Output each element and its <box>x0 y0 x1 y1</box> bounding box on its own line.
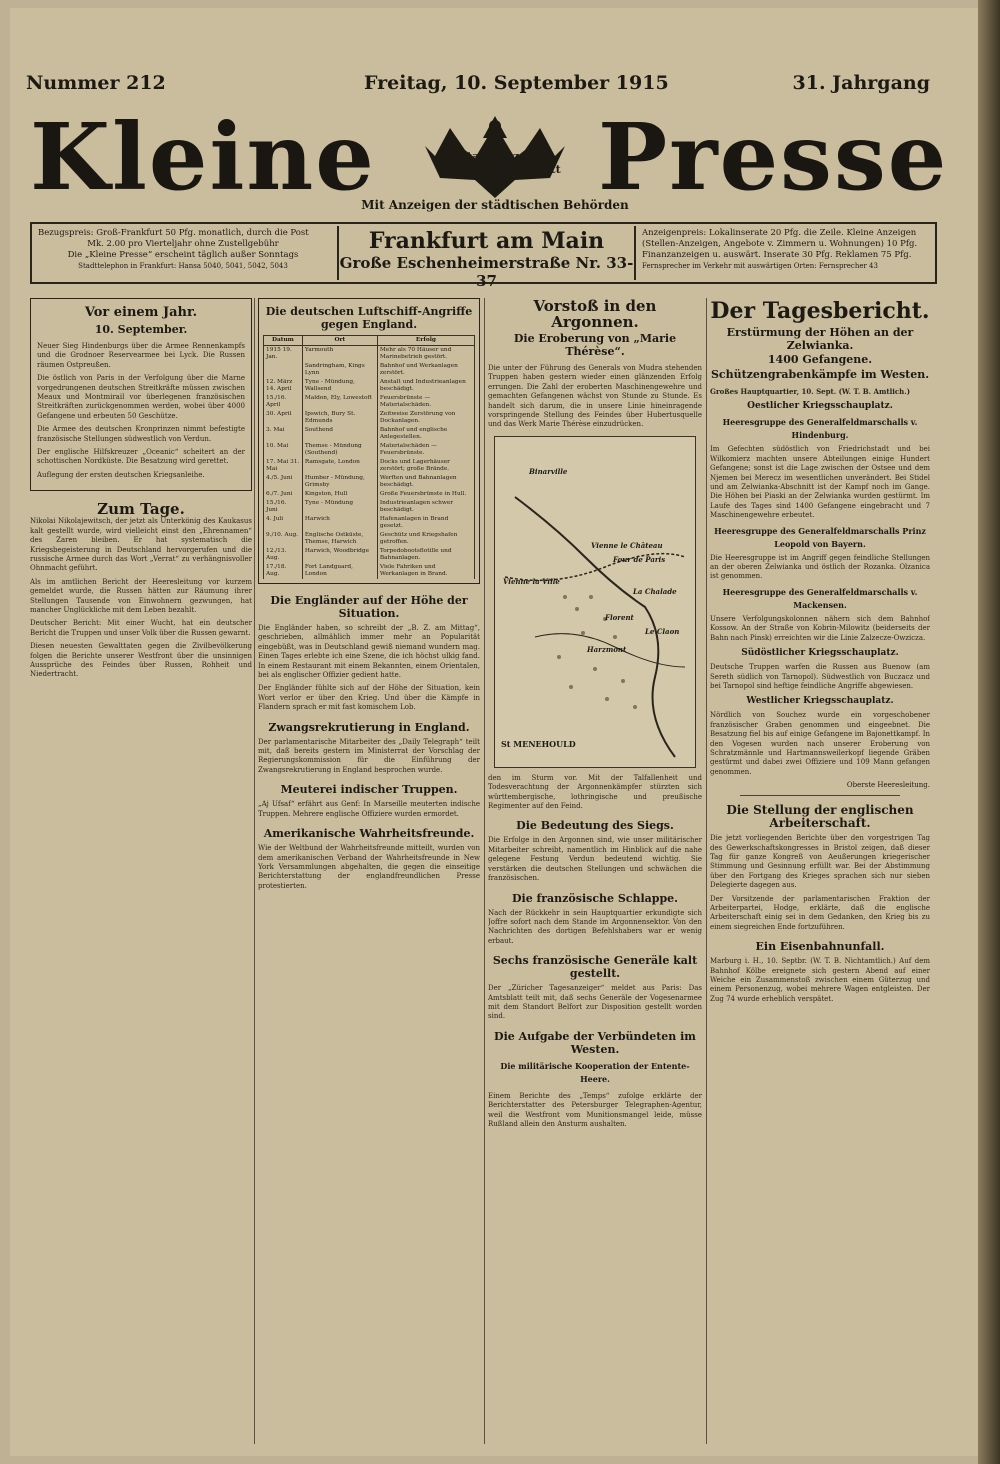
table-header: Ort <box>302 336 377 346</box>
article-paragraph: Der „Züricher Tagesanzeiger“ meldet aus Paris: Das Amtsblatt teilt mit, daß sechs Generäle der Vogesenarmee mit dem Standort Belfort zur Disposition gestellt worden sind. <box>488 984 702 1021</box>
subtitle-line-2: und Fremdenblatt <box>449 163 561 176</box>
table-cell: 9./10. Aug. <box>264 531 303 547</box>
article-paragraph: „Aj Ufsaf“ erfährt aus Genf: In Marseille meuterten indische Truppen. Mehrere englische Offiziere wurden ermordet. <box>258 800 480 818</box>
article-paragraph: Einem Berichte des „Temps“ zufolge erklärte der Berichterstatter des Petersburger Telegraphen-Agentur, weil die Westfront vom Munitionsmangel leide, müsse Rußland allein den Ansturm aushalten. <box>488 1091 702 1128</box>
year-ago-text: Auflegung der ersten deutschen Kriegsanleihe. <box>37 470 205 479</box>
report-paragraph: Nördlich von Souchez wurde ein vorgeschobener französischer Graben genommen und eingeebnet. Die Besatzung fiel bis auf einige Gefangene im Bajonettkampf. In den Vogesen wurden nach unserer Eroberung von Schratzmännle und Hartmannsweilerkopf liegende Gräben gestürmt und dabei zwei Offiziere und 109 Mann gefangen genommen. <box>710 711 930 776</box>
table-cell: Harwich, Woodbridge <box>302 547 377 563</box>
article-paragraph: Wie der Weltbund der Wahrheitsfreunde mitteilt, wurden von dem amerikanischen Verband der Wahrheitsfreunde in New York Versammlungen abgehalten, die gegen die einseitige Berichterstattung der englandfreundlichen Presse protestierten. <box>258 844 480 890</box>
table-cell: Feuersbrünste — Materialschäden. <box>377 394 474 410</box>
report-paragraph: Unsere Verfolgungskolonnen nähern sich dem Bahnhof Kossow. An der Straße von Kobrin-Milowitz (beiderseits der Bahn nach Pinsk) erreichten wir die Linie Zalzecze-Owzicza. <box>710 614 930 642</box>
table-cell: 30. April <box>264 410 303 426</box>
table-cell: Geschütz und Kriegshafen getroffen. <box>377 531 474 547</box>
article-heading: Die Engländer auf der Höhe der Situation. <box>270 594 468 620</box>
street-address: Große Eschenheimerstraße Nr. 33-37 <box>339 254 634 290</box>
table-cell: Industrieanlagen schwer beschädigt. <box>377 499 474 515</box>
report-dateline: Großes Hauptquartier, 10. Sept. (W. T. B. Amtlich.) <box>710 387 911 396</box>
table-cell: Ipswich, Bury St. Edmunds <box>302 410 377 426</box>
table-cell: Maldon, Ely, Lowestoft <box>302 394 377 410</box>
table-cell: Torpedobootsflotille und Bahnanlagen. <box>377 547 474 563</box>
article-paragraph: Die jetzt vorliegenden Berichte über den vorgestrigen Tag des Gewerkschaftskongresses in Bristol zeigen, daß dieser Tag für ganze Kongreß von Aeußerungen kriegerischer Stimmung und Gesinnung erfüllt war. Bei der Abstimmung über den Fortgang des Krieges sprachen sich nur sieben Delegierte dagegen aus. <box>710 834 930 890</box>
zum-tage-heading: Zum Tage. <box>97 500 185 519</box>
front-heading: Südöstlicher Kriegsschauplatz. <box>741 648 899 659</box>
table-cell: Werften und Bahnanlagen beschädigt. <box>377 474 474 490</box>
article-heading: Die Stellung der englischen Arbeiterschaft. <box>726 803 914 831</box>
publisher-address <box>337 226 636 290</box>
subscription-line: Bezugspreis: Groß-Frankfurt 50 Pfg. monatlich, durch die Post <box>38 228 309 238</box>
article-subheading: Die militärische Kooperation der Entente-Heere. <box>500 1060 690 1084</box>
table-row <box>264 426 475 442</box>
argonne-map <box>494 436 696 768</box>
year-ago-box <box>30 298 252 491</box>
airship-attacks-title: Die deutschen Luftschiff-Angriffe gegen England. <box>265 305 473 331</box>
article-paragraph: Diesen neuesten Gewalttaten gegen die Zivilbevölkerung folgen die Berichte unserer Westfront über die unsinnigen Aussprüche des Feindes über Russen, Rohheit und Niedertracht. <box>30 642 252 679</box>
table-cell: Sandringham, Kings Lynn <box>302 362 377 378</box>
table-cell: Tyne - Mündung <box>302 499 377 515</box>
table-cell: Hafenanlagen in Brand gesetzt. <box>377 515 474 531</box>
table-row <box>264 394 475 410</box>
table-cell: 15./16. April <box>264 394 303 410</box>
table-row <box>264 378 475 394</box>
argonnen-subheading: Die Eroberung von „Marie Thérèse“. <box>513 332 677 358</box>
article-paragraph: Deutscher Bericht: Mit einer Wucht, hat ein deutscher Bericht die Truppen und unser Volk über die Russen gewarnt. <box>30 619 252 637</box>
issue-number: Nummer 212 <box>26 72 166 94</box>
table-cell: Fort Landguard, London <box>302 563 377 579</box>
army-group-heading: Heeresgruppe des Generalfeldmarschalls v. Hindenburg. <box>722 417 918 441</box>
city-name: Frankfurt am Main <box>368 228 605 254</box>
table-row <box>264 410 475 426</box>
article-heading: Ein Eisenbahnunfall. <box>755 940 885 954</box>
table-cell: Themse - Mündung (Southend) <box>302 442 377 458</box>
airship-attacks-table <box>263 335 475 579</box>
subscription-line: Die „Kleine Presse“ erscheint täglich außer Sonntags <box>67 250 299 260</box>
airship-attacks-box <box>258 298 480 584</box>
table-cell: Englische Ostküste, Themse, Harwich <box>302 531 377 547</box>
argonnen-heading: Vorstoß in den Argonnen. <box>533 298 657 331</box>
article-paragraph: Die Engländer haben, so schreibt der „B. Z. am Mittag“, geschrieben, allmählich immer mehr an Popularität eingebüßt, was in Deutschland gewiß niemand wundern mag. Einen Tages erlebte ich eine Szene, die ich höchst ulkig fand. In einem Restaurant mit einem Bekannten, einem Orientalen, bei als englischer Offizier gedient hatte. <box>258 624 480 680</box>
tagesbericht-subheading: Schützengrabenkämpfe im Westen. <box>710 368 930 381</box>
table-header: Erfolg <box>377 336 474 346</box>
table-cell: Kingston, Hull <box>302 490 377 499</box>
year-ago-text: Der englische Hilfskreuzer „Oceanic“ scheitert an der schottischen Nordküste. Die Besatzung wird gerettet. <box>37 448 245 466</box>
table-cell: 15./16. Juni <box>264 499 303 515</box>
article-paragraph: Als im amtlichen Bericht der Heeresleitung vor kurzem gemeldet wurde, die Russen hätten zur Räumung ihrer Stellungen Tausende von Einwohnern gezwungen, hat mancher Unglückliche mit dem Leben bezahlt. <box>30 577 252 614</box>
column-4 <box>710 298 930 1444</box>
table-cell: 10. Mai <box>264 442 303 458</box>
table-cell <box>264 362 303 378</box>
subtitle-line-1: Stadt-Anzeiger <box>459 150 551 163</box>
army-group-heading: Heeresgruppe des Generalfeldmarschalls Prinz Leopold von Bayern. <box>714 525 926 549</box>
table-cell: 6./7. Juni <box>264 490 303 499</box>
article-paragraph: den im Sturm vor. Mit der Talfallenheit und Todesverachtung der Argonnenkämpfer stürzten sich württembergische, lothringische und preußische Regimenter auf den Feind. <box>488 773 702 811</box>
logo-right: Presse <box>598 103 949 211</box>
masthead-topline <box>26 72 930 98</box>
table-cell: Tyne - Mündung, Wallsend <box>302 378 377 394</box>
table-header: Datum <box>264 336 303 346</box>
article-heading: Amerikanische Wahrheitsfreunde. <box>263 827 475 841</box>
map-label: Binarville <box>529 466 568 476</box>
article-paragraph: Die unter der Führung des Generals von Mudra stehenden Truppen haben gestern wieder einen glänzenden Erfolg errungen. Die Zahl der eroberten Maschinengewehre und gemachten Gefangenen wächst von Stunde zu Stunde. Es handelt sich darum, die in unsere Linie hineinragende vorspringende Stellung des Feindes über Hubertusquelle und das Werk Marie Thérèse einzudrücken. <box>488 364 702 429</box>
table-cell: Ramsgate, London <box>302 458 377 474</box>
map-label: Four de Paris <box>613 554 666 564</box>
year-ago-text: Die Armee des deutschen Kronprinzen nimmt befestigte französische Stellungen südwestlich von Verdun. <box>37 425 245 443</box>
divider <box>740 795 900 796</box>
map-label: St MENEHOULD <box>501 738 576 749</box>
ad-price-line: (Stellen-Anzeigen, Angebote v. Zimmern u. Wohnungen) 10 Pfg. <box>642 239 918 249</box>
army-group-heading: Heeresgruppe des Generalfeldmarschalls v. Mackensen. <box>722 586 918 610</box>
column-rule <box>706 298 707 1444</box>
table-cell: Zeitweise Zerstörung von Dockanlagen. <box>377 410 474 426</box>
masthead-subtitle <box>430 150 580 176</box>
article-heading: Meuterei indischer Truppen. <box>280 783 458 797</box>
article-paragraph: Nach der Rückkehr in sein Hauptquartier erkundigte sich Joffre sofort nach dem Stande im Argonnensektor. Von den Nachrichten des dortigen Befehlshabers war er wenig erbaut. <box>488 908 702 945</box>
table-cell: 12. März 14. April <box>264 378 303 394</box>
column-rule <box>254 298 255 1444</box>
table-cell: 12./13. Aug. <box>264 547 303 563</box>
report-paragraph: Im Gefechten südöstlich von Friedrichstadt und bei Wilkomierz machten unsere Abteilungen einige Hundert Gefangene; sonst ist die Lage zwischen der Ostsee und dem Njemen bei Merecz im wesentlichen unverändert. Bei Stidel und am Zelwianka-Abschnitt ist der Kampf noch im Gange. Die Höhen bei Piaski an der Zelwianka wurden gestürmt. Im Laufe des Tages sind 1400 Gefangene eingebracht und 7 Maschinengewehre erbeutet. <box>710 445 930 520</box>
ad-price-line: Finanzanzeigen u. auswärt. Inserate 30 Pfg. Reklamen 75 Pfg. <box>642 250 912 260</box>
table-cell: Docks und Lagerhäuser zerstört; große Brände. <box>377 458 474 474</box>
table-cell: Humber - Mündung, Grimsby <box>302 474 377 490</box>
article-heading: Zwangsrekrutierung in England. <box>268 720 470 734</box>
article-paragraph: Nikolai Nikolajewitsch, der jetzt als Unterkönig des Kaukasus kalt gestellt wurde, wird vielleicht einst den „Ehrennamen“ des Zaren bleiben. Er hat systematisch die Kriegsbegeisterung in Deutschland hervorgerufen und die russische Armee durch das Wort „Verrat“ zu verhängnisvoller Ohnmacht geführt. <box>30 517 252 573</box>
table-row <box>264 474 475 490</box>
front-heading: Westlicher Kriegsschauplatz. <box>746 696 894 707</box>
ad-price-line: Anzeigenpreis: Lokalinserate 20 Pfg. die Zeile. Kleine Anzeigen <box>642 228 917 238</box>
table-row <box>264 563 475 579</box>
info-bar <box>30 222 937 290</box>
table-cell: Bahnhof und Werkanlagen zerstört. <box>377 362 474 378</box>
table-row <box>264 442 475 458</box>
masthead-tagline: Mit Anzeigen der städtischen Behörden <box>361 198 629 212</box>
year-ago-text: Neuer Sieg Hindenburgs über die Armee Rennenkampfs und die Grodnoer Reservearmee bei Lyck. Die Russen räumen Ostpreußen. <box>37 342 245 369</box>
table-row <box>264 515 475 531</box>
tagesbericht-subheading: 1400 Gefangene. <box>767 353 873 366</box>
article-paragraph: Marburg i. H., 10. Septbr. (W. T. B. Nichtamtlich.) Auf dem Bahnhof Kölbe ereignete sich gestern Abend auf einer Weiche ein Zusammenstoß zwischen einem Güterzug und einem Personenzug, wobei mehrere Wagen entgleisten. Der Zug 74 wurde erheblich verspätet. <box>710 957 930 1003</box>
table-row <box>264 346 475 363</box>
table-cell: Bahnhof und englische Anlegestellen. <box>377 426 474 442</box>
table-cell: 3. Mai <box>264 426 303 442</box>
table-cell: Anstalt und Industrieanlagen beschädigt. <box>377 378 474 394</box>
tagesbericht-subheading: Erstürmung der Höhen an der Zelwianka. <box>726 326 914 352</box>
map-label: Harzmont <box>587 644 627 654</box>
logo-left: Kleine <box>30 103 376 211</box>
ad-price-line: Fernsprecher im Verkehr mit auswärtigen Orten: Fernsprecher 43 <box>642 262 878 270</box>
map-label: Le Claon <box>645 626 680 636</box>
article-heading: Sechs französische Generäle kalt gestellt. <box>492 954 698 981</box>
map-label: Florent <box>605 612 634 622</box>
article-paragraph: Der Vorsitzende der parlamentarischen Fraktion der Arbeiterpartei, Hodge, erklärte, daß die englische Arbeiterschaft einig sei in dem Gedanken, den Krieg bis zu einem siegreichen Ende fortzuführen. <box>710 894 930 931</box>
article-heading: Die Aufgabe der Verbündeten im Westen. <box>494 1029 696 1056</box>
table-cell: 4./5. Juni <box>264 474 303 490</box>
article-paragraph: Der Engländer fühlte sich auf der Höhe der Situation, kein Wort verlor er über den Krieg. Und über die Kämpfe in Flandern sprach er mit fast komischem Lob. <box>258 684 480 712</box>
subscription-info <box>38 228 328 272</box>
table-row <box>264 362 475 378</box>
column-3 <box>488 298 702 1444</box>
table-cell: Southend <box>302 426 377 442</box>
binding-edge <box>978 0 1000 1464</box>
table-row <box>264 547 475 563</box>
article-paragraph: Der parlamentarische Mitarbeiter des „Daily Telegraph“ teilt mit, daß bereits gestern im Ministerrat der Vorschlag der Regierungskommission für die Einführung der Zwangsrekrutierung in England besprochen wurde. <box>258 737 480 774</box>
tagesbericht-heading: Der Tagesbericht. <box>710 298 930 324</box>
report-signature: Oberste Heeresleitung. <box>846 781 930 790</box>
article-paragraph: Die Erfolge in den Argonnen sind, wie unser militärischer Mitarbeiter schreibt, namentlich im Hinblick auf die nahe gelegene Festung Verdun bedeutend wichtig. Sie verstärken die deutschen Stellungen und schwächen die französischen. <box>488 836 702 883</box>
subscription-line: Stadttelephon in Frankfurt: Hansa 5040, 5041, 5042, 5043 <box>78 262 288 270</box>
table-row <box>264 531 475 547</box>
column-2 <box>258 298 480 1444</box>
article-heading: Die Bedeutung des Siegs. <box>516 819 674 833</box>
report-paragraph: Die Heeresgruppe ist im Angriff gegen feindliche Stellungen an der oberen Zelwianka und östlich der Rozanka. Olzanica ist genommen. <box>710 553 930 581</box>
table-row <box>264 499 475 515</box>
year-ago-text: Die östlich von Paris in der Verfolgung über die Marne vorgedrungenen deutschen Streitkräfte müssen zwischen Meaux und Montmirail vor überlegenen französischen Streitkräften zurückgenommen werden, wobei über 4000 Gefangene und erbeuten 50 Geschütze. <box>37 374 245 420</box>
table-row <box>264 458 475 474</box>
table-cell: 17./18. Aug. <box>264 563 303 579</box>
table-cell: 17. Mai 31. Mai <box>264 458 303 474</box>
table-row <box>264 490 475 499</box>
column-1 <box>30 298 252 1444</box>
year-ago-date: 10. September. <box>94 323 188 336</box>
issue-date: Freitag, 10. September 1915 <box>364 72 669 94</box>
column-rule <box>484 298 485 1444</box>
table-cell: 4. Juli <box>264 515 303 531</box>
table-cell: Materialschäden — Feuersbrünste. <box>377 442 474 458</box>
year-ago-title: Vor einem Jahr. <box>84 305 198 320</box>
map-label: La Chalade <box>633 586 677 596</box>
subscription-line: Mk. 2.00 pro Vierteljahr ohne Zustellgebühr <box>87 239 279 249</box>
advertising-info <box>642 228 932 272</box>
issue-year: 31. Jahrgang <box>792 72 930 94</box>
table-cell: Mehr als 70 Häuser und Marinebetrieb gestört. <box>377 346 474 363</box>
map-drawing <box>495 437 695 767</box>
table-cell: Viele Fabriken und Werkanlagen in Brand. <box>377 563 474 579</box>
map-label: Vienne le Château <box>591 540 663 550</box>
table-cell: Harwich <box>302 515 377 531</box>
report-paragraph: Deutsche Truppen warfen die Russen aus Buenow (am Sereth südlich von Tarnopol). Südwestlich von Buczacz und bei Tarnopol sind heftige feindliche Angriffe abgewiesen. <box>710 663 930 690</box>
front-heading: Oestlicher Kriegsschauplatz. <box>747 401 893 412</box>
map-label: Vienne la Ville <box>503 576 560 586</box>
table-cell: Große Feuersbrünste in Hull. <box>377 490 474 499</box>
table-cell: 1915 19. Jan. <box>264 346 303 363</box>
table-cell: Yarmouth <box>302 346 377 363</box>
article-heading: Die französische Schlappe. <box>511 891 679 905</box>
